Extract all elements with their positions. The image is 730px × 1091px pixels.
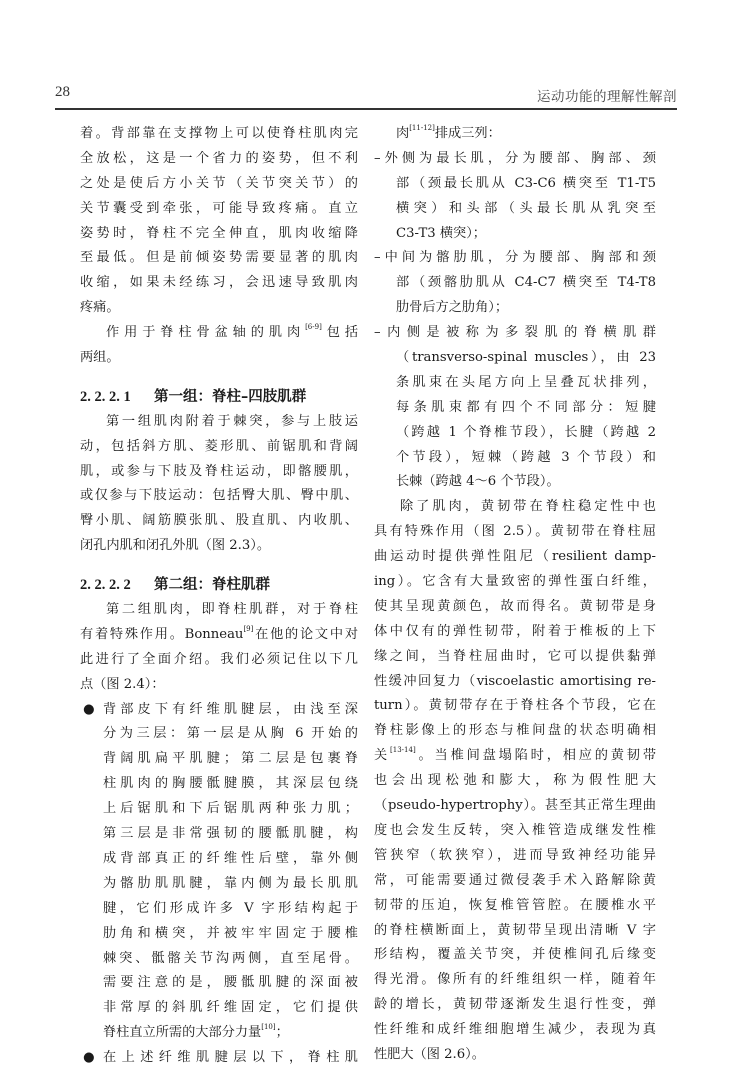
text-line: 横突）和头部（头最长肌从乳突至 [396, 200, 656, 216]
text-line: 性缓冲回复力（viscoelastic amortising re- [374, 673, 656, 689]
text-line: 全放松，这是一个省力的姿势，但不利 [80, 150, 358, 166]
text-line: turn）。黄韧带存在于脊柱各个节段，它在 [374, 698, 656, 714]
text-line: （pseudo-hypertrophy）。甚至其正常生理曲 [374, 798, 656, 814]
section-title: 第一组：脊柱–四肢肌群 [154, 387, 307, 405]
citation: [13-14] [390, 746, 416, 755]
text-line: 曲运动时提供弹性阻尼（resilient damp- [374, 549, 656, 565]
text-line: 闭孔内肌和闭孔外肌（图 2.3）。 [80, 538, 271, 554]
text-span: 脊柱直立所需的大部分力量 [103, 1025, 262, 1041]
list-item-transversospinal [374, 321, 656, 495]
header-rule [55, 108, 459, 110]
text-line: 除了肌肉，黄韧带在脊柱稳定性中也 [400, 499, 656, 515]
text-line: 成背部真正的纤维性后壁，靠外侧 [103, 850, 358, 866]
text-line: 形结构，覆盖关节突，并使椎间孔后缘变 [374, 947, 656, 963]
text-line: 肋角和横突，并被牢牢固定于腰椎 [103, 925, 358, 941]
text-line: 第二组肌肉，即脊柱肌群，对于脊柱 [106, 602, 358, 618]
text-line: 背部皮下有纤维肌腱层，由浅至深 [103, 701, 358, 717]
text-line: 至最低。但是前倾姿势需要显著的肌肉 [80, 250, 358, 266]
text-line: 臀小肌、阔筋膜张肌、股直肌、内收肌、 [80, 513, 358, 529]
section-number: 2. 2. 2. 2 [80, 577, 131, 594]
text-line [80, 1021, 358, 1046]
section-heading-2-2-2-2 [80, 573, 358, 598]
paragraph-muscle-groups [80, 321, 358, 371]
text-line [80, 623, 358, 648]
citation: [11-12] [409, 124, 435, 132]
text-line: 个节段），短棘（跨越 3 个节段）和 [396, 449, 656, 465]
text-line: （跨越 1 个脊椎节段），长腱（跨越 2 [396, 424, 656, 440]
text-line: 肌，或参与下肢及脊柱运动，即髂腰肌， [80, 463, 358, 479]
text-line: ing）。它含有大量致密的弹性蛋白纤维， [374, 574, 656, 590]
text-line: –内侧是被称为多裂肌的脊横肌群 [374, 325, 656, 341]
text-line: 韧带的压迫，恢复椎管管腔。在腰椎水平 [374, 897, 656, 913]
text-span: 作用于脊柱骨盆轴的肌肉 [106, 325, 306, 341]
text-line: 度也会发生反转，突入椎管造成继发性椎 [374, 822, 656, 838]
text-line: 第一组肌肉附着于棘突，参与上肢运 [106, 413, 358, 429]
text-line: 肋骨后方之肋角）； [396, 300, 509, 316]
text-line: –外侧为最长肌，分为腰部、胸部、颈 [374, 150, 656, 166]
text-line: 点（图 2.4）： [80, 676, 165, 692]
text-line: 在上述纤维肌腱层以下，脊柱肌 [103, 1050, 358, 1066]
spacer [80, 371, 358, 385]
paragraph-posture [80, 122, 358, 321]
paragraph-group-one [80, 410, 358, 559]
running-title: 运动功能的理解性解剖 [537, 89, 677, 105]
text-line: 脊柱影像上的形态与椎间盘的状态明确相 [374, 723, 656, 739]
text-line: 龄的增长，黄韧带逐渐发生退行性变，弹 [374, 997, 656, 1013]
header-rule-right [459, 108, 677, 110]
left-column [80, 122, 358, 1071]
text-span: 。当椎间盘塌陷时，相应的黄韧带 [415, 748, 657, 764]
text-line: 为髂肋肌肌腱，靠内侧为最长肌肌 [103, 875, 358, 891]
text-line [374, 744, 656, 769]
paragraph-ligamentum-flavum [374, 495, 656, 1067]
text-line: 得光滑。像所有的纤维组织一样，随着年 [374, 972, 656, 988]
bullet-icon: ● [83, 701, 95, 717]
text-line: 条肌束在头尾方向上呈叠瓦状排列， [396, 374, 656, 390]
text-line: 具有特殊作用（图 2.5）。黄韧带在脊柱屈 [374, 524, 656, 540]
text-line: 疼痛。 [80, 300, 120, 316]
text-line: 着。背部靠在支撑物上可以使脊柱肌肉完 [80, 126, 358, 141]
text-span: 包括 [321, 325, 359, 341]
text-line: 背阔肌扁平肌腱；第二层是包裹脊 [103, 751, 358, 767]
list-item-longissimus [374, 147, 656, 247]
text-line: 动，包括斜方肌、菱形肌、前锯肌和背阔 [80, 438, 358, 454]
text-span: ； [275, 1025, 289, 1041]
text-line: 需要注意的是，腰骶肌腱的深面被 [103, 975, 358, 991]
text-line: 关节囊受到牵张，可能导致疼痛。直立 [80, 200, 358, 216]
text-line: 长棘（跨越 4～6 个节段）。 [396, 474, 560, 490]
list-item-iliocostalis [374, 246, 656, 321]
text-line: 缘之间，当脊柱屈曲时，它可以提供黏弹 [374, 648, 656, 664]
text-line [374, 122, 656, 147]
text-line: 收缩，如果未经练习，会迅速导致肌肉 [80, 275, 358, 291]
text-line: C3-T3 横突）； [396, 225, 486, 241]
text-line: 体中仅有的弹性韧带，附着于椎板的上下 [374, 623, 656, 639]
citation: [9] [243, 624, 254, 633]
text-line: 姿势时，脊柱不完全伸直，肌肉收缩降 [80, 225, 358, 241]
text-line: 性肥大（图 2.6）。 [374, 1046, 485, 1062]
citation: [10] [261, 1023, 276, 1032]
text-span: 排成三列： [434, 126, 501, 141]
text-line: 上后锯肌和下后锯肌两种张力肌； [103, 801, 358, 817]
text-line: 性纤维和成纤维细胞增生减少，表现为真 [374, 1022, 656, 1038]
text-line: 之处是使后方小关节（关节突关节）的 [80, 175, 358, 191]
text-line: （transverso-spinal muscles），由 23 [396, 350, 656, 366]
text-line: 棘突、骶髂关节沟两侧，直至尾骨。 [103, 950, 358, 966]
text-line: –中间为髂肋肌，分为腰部、胸部和颈 [374, 250, 656, 266]
text-span: 肉 [396, 126, 410, 141]
section-title: 第二组：脊柱肌群 [154, 576, 270, 594]
bullet-item-spinal-muscles [80, 1046, 358, 1071]
text-line: 腱，它们形成许多 V 字形结构起于 [103, 900, 358, 916]
text-line: 使其呈现黄颜色，故而得名。黄韧带是身 [374, 598, 656, 614]
text-line [80, 321, 358, 346]
text-line: 第三层是非常强韧的腰骶肌腱，构 [103, 826, 358, 842]
text-line: 每条肌束都有四个不同部分：短腱 [396, 399, 656, 415]
right-column [374, 122, 656, 1068]
paragraph-group-two [80, 598, 358, 698]
page-number: 28 [55, 84, 70, 100]
citation: [6-9] [305, 323, 322, 332]
text-line: 此进行了全面介绍。我们必须记住以下几 [80, 651, 358, 667]
text-line: 非常厚的斜肌纤维固定，它们提供 [103, 1000, 358, 1016]
text-span: 关 [374, 748, 391, 764]
text-line: 部（颈最长肌从 C3-C6 横突至 T1-T5 [396, 175, 656, 191]
bullet-item-fibrous-layer [80, 698, 358, 1046]
text-line: 也会出现松弛和膨大，称为假性肥大 [374, 773, 656, 789]
spacer [80, 559, 358, 573]
text-line: 的脊柱横断面上，黄韧带呈现出清晰 V 字 [374, 922, 656, 938]
text-line: 柱肌肉的胸腰骶腱膜，其深层包绕 [103, 776, 358, 792]
bullet-icon: ● [83, 1050, 95, 1066]
section-heading-2-2-2-1 [80, 385, 358, 410]
text-line: 常，可能需要通过微侵袭手术入路解除黄 [374, 872, 656, 888]
text-line: 管狭窄（软狭窄），进而导致神经功能异 [374, 847, 656, 863]
section-number: 2. 2. 2. 1 [80, 388, 131, 405]
text-line: 两组。 [80, 350, 120, 366]
text-line: 或仅参与下肢运动：包括臀大肌、臀中肌、 [80, 488, 358, 504]
text-line: 部（颈髂肋肌从 C4-C7 横突至 T4-T8 [396, 275, 656, 291]
text-span: 在他的论文中对 [253, 626, 359, 642]
text-span: 有着特殊作用。Bonneau [80, 626, 244, 642]
page-header [55, 84, 677, 108]
text-line: 分为三层：第一层是从胸 6 开始的 [103, 726, 358, 742]
